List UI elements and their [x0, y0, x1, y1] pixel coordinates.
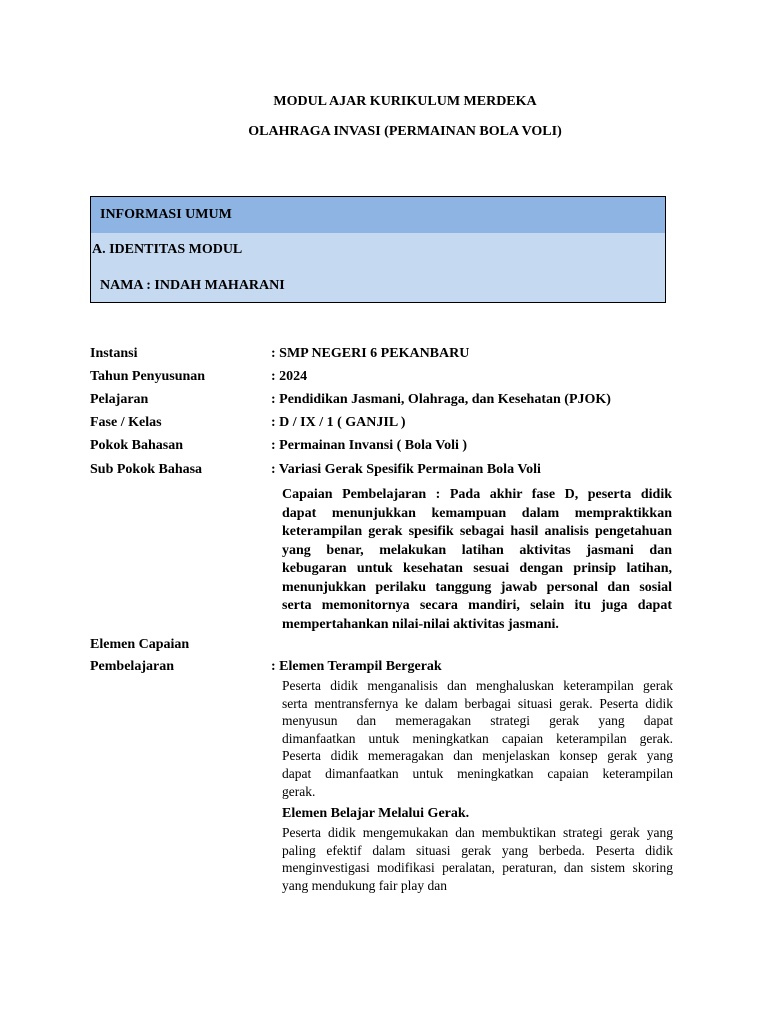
text-line: menginvestigasi modifikasi peralatan, peraturan, dan sistem skoring [282, 860, 673, 876]
document-subtitle: OLAHRAGA INVASI (PERMAINAN BOLA VOLI) [248, 124, 562, 139]
text-line: Peserta didik memeragakan dan menjelaskan konsep gerak yang [282, 748, 673, 764]
elemen-label-line2: Pembelajaran [90, 659, 174, 674]
identitas-label: Pokok Bahasan [90, 438, 183, 453]
text-line: dimanfaatkan untuk meningkatkan capaian keterampilan gerak. [282, 730, 673, 746]
identitas-label: Tahun Penyusunan [90, 369, 206, 384]
elemen-terampil-heading: : Elemen Terampil Bergerak [271, 659, 442, 674]
text-line: serta mentransfernya ke dalam berbagai situasi gerak. Peserta didik [282, 695, 673, 711]
identitas-value: : 2024 [271, 369, 308, 384]
text-line: gerak. [282, 783, 316, 799]
capaian-pembelajaran-paragraph [282, 486, 672, 634]
elemen-belajar-heading: Elemen Belajar Melalui Gerak. [282, 806, 470, 821]
text-line: kebugaran untuk kesehatan sesuai dengan prinsip latihan, [282, 561, 672, 576]
identitas-value: : D / IX / 1 ( GANJIL ) [271, 415, 406, 430]
identitas-label: Sub Pokok Bahasa [90, 462, 203, 477]
author-name: NAMA : INDAH MAHARANI [100, 278, 285, 293]
identitas-value: : Permainan Invansi ( Bola Voli ) [271, 438, 468, 453]
elemen-label-line1: Elemen Capaian [90, 637, 190, 652]
text-line: yang mendukung fair play dan [282, 877, 447, 893]
identitas-label: Pelajaran [90, 392, 149, 407]
identitas-label: Instansi [90, 346, 138, 361]
document-title: MODUL AJAR KURIKULUM MERDEKA [273, 94, 537, 109]
info-heading: INFORMASI UMUM [100, 207, 232, 222]
text-line: mempertahankan nilai-nilai aktivitas jasmani. [282, 616, 559, 632]
text-line: menyusun dan memeragakan strategi gerak yang dapat [282, 713, 673, 729]
identitas-label: Fase / Kelas [90, 415, 162, 430]
text-line: menunjukkan perilaku tanggung jawab personal dan sosial [282, 579, 672, 595]
info-box [90, 196, 666, 303]
text-line: yang benar, melakukan latihan aktivitas jasmani dan [282, 542, 672, 558]
text-line: Peserta didik mengemukakan dan membuktikan strategi gerak yang [282, 825, 673, 840]
text-line: serta memonitornya secara mandiri, selain itu juga dapat [282, 598, 672, 613]
elemen-terampil-paragraph [282, 677, 673, 800]
identitas-value: : Variasi Gerak Spesifik Permainan Bola Voli [271, 462, 541, 477]
text-line: paling efektif dalam situasi gerak yang berbeda. Peserta didik [282, 842, 673, 858]
text-line: dapat menunjukkan kemampuan dalam mempraktikkan [282, 505, 672, 521]
text-line: Capaian Pembelajaran : Pada akhir fase D, peserta didik [282, 487, 672, 502]
section-identitas-modul: A. IDENTITAS MODUL [92, 242, 243, 257]
identitas-value: : Pendidikan Jasmani, Olahraga, dan Kesehatan (PJOK) [271, 392, 611, 407]
identitas-value: : SMP NEGERI 6 PEKANBARU [271, 346, 470, 361]
text-line: Peserta didik menganalisis dan menghaluskan keterampilan gerak [282, 678, 673, 693]
elemen-belajar-paragraph [282, 824, 673, 894]
text-line: keterampilan gerak spesifik sebagai hasil analisis pengetahuan [282, 524, 672, 539]
text-line: dapat dimanfaatkan untuk meningkatkan capaian keterampilan [282, 765, 673, 781]
